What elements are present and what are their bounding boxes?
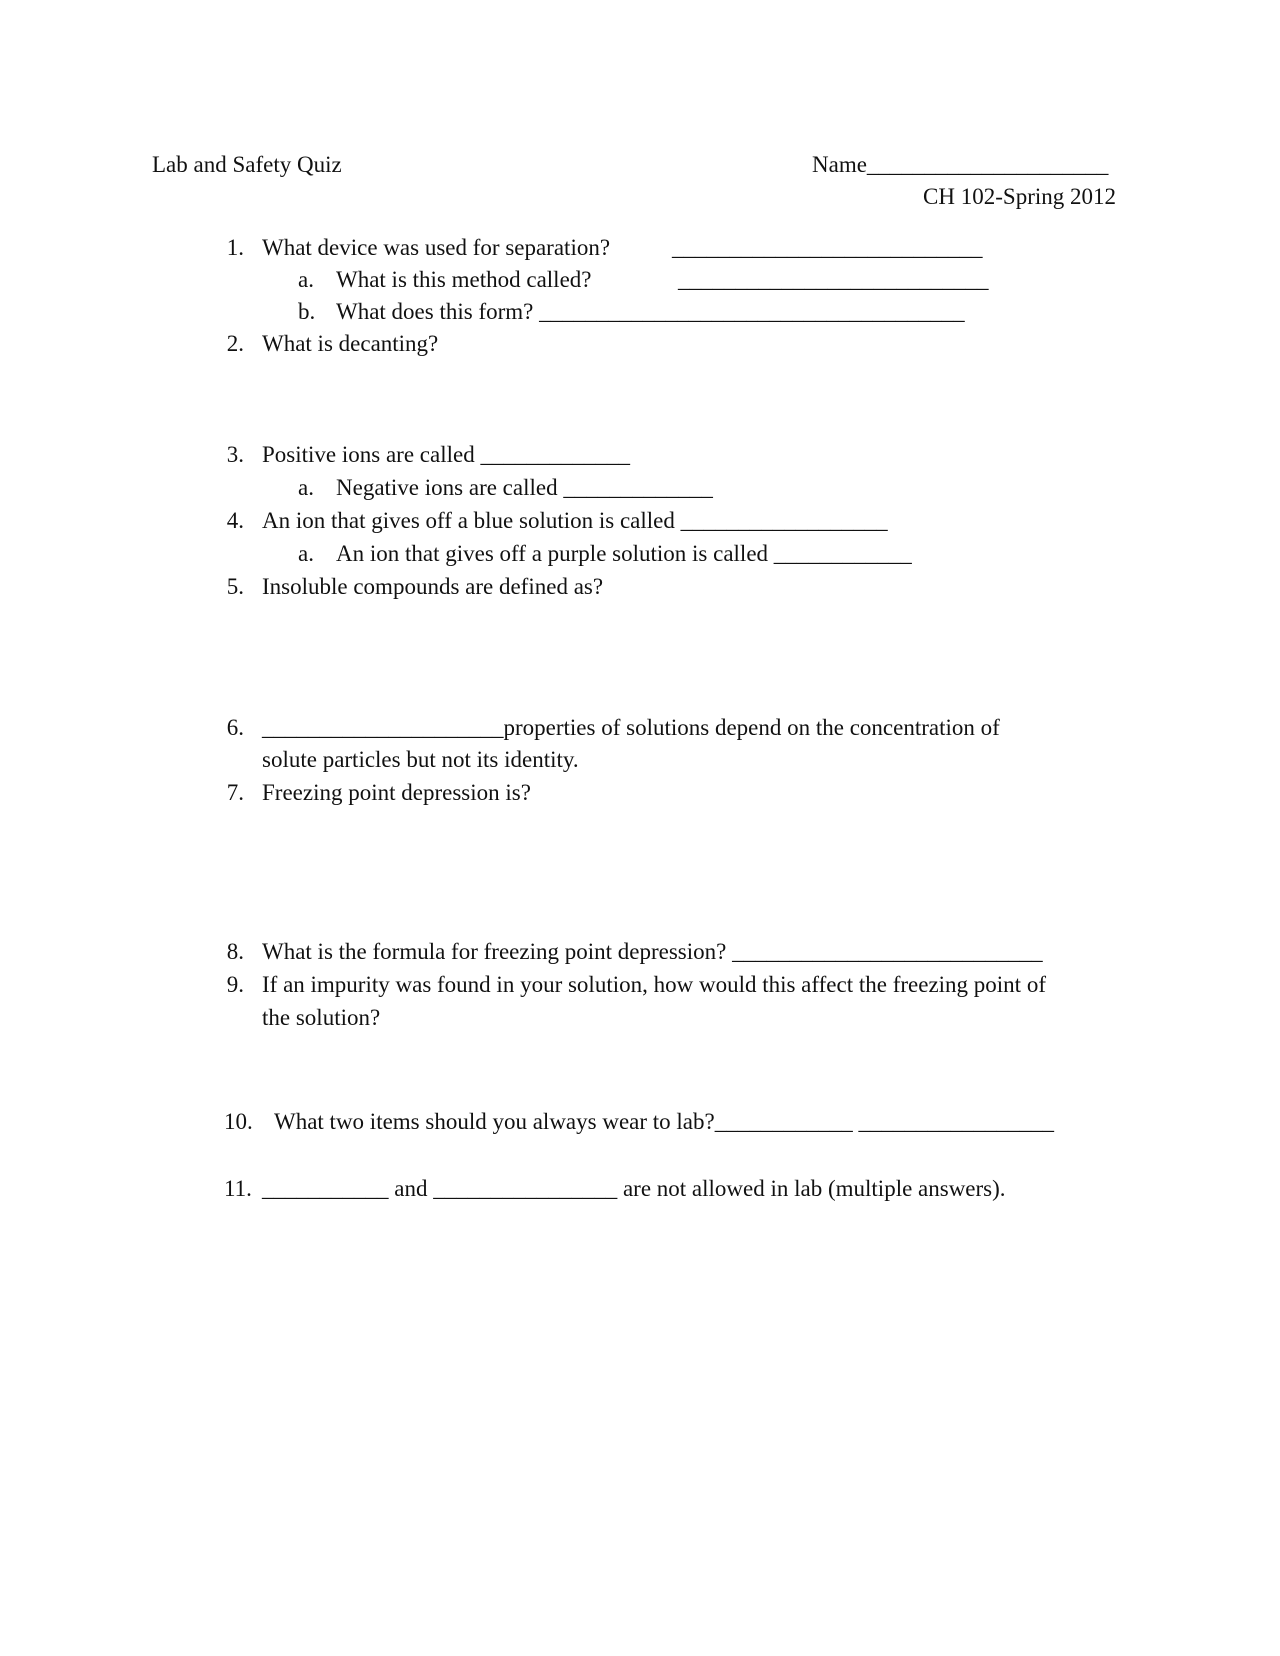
question-1b-text: What does this form? _____________________________________ [336,299,965,324]
question-10-number: 10. [224,1109,253,1134]
question-3-text: Positive ions are called _____________ [262,442,630,467]
question-1-answer-blank: ___________________________ [672,235,983,260]
course-label: CH 102-Spring 2012 [923,184,1116,209]
question-6-line-1: _____________________properties of solutions depend on the concentration of [262,715,1000,740]
question-9-number: 9. [226,972,244,997]
question-2-text: What is decanting? [262,331,439,356]
question-3a-label: a. [298,475,314,500]
question-4-text: An ion that gives off a blue solution is called __________________ [262,508,888,533]
question-1a-answer-blank: ___________________________ [678,267,989,292]
question-10-text: What two items should you always wear to lab?____________ _________________ [274,1109,1054,1134]
question-9-line-1: If an impurity was found in your solution, how would this affect the freezing point of [262,972,1046,997]
question-1b-label: b. [298,299,316,324]
question-3a-text: Negative ions are called _____________ [336,475,713,500]
question-4-number: 4. [226,508,244,533]
question-1-number: 1. [226,235,244,260]
question-11-number: 11. [224,1176,252,1201]
question-7-text: Freezing point depression is? [262,780,531,805]
question-5-text: Insoluble compounds are defined as? [262,574,604,599]
question-2-number: 2. [226,331,244,356]
question-6-number: 6. [226,715,244,740]
question-1a-label: a. [298,267,314,292]
question-9-line-2: the solution? [262,1005,381,1030]
name-field-label: Name_____________________ [812,152,1109,177]
question-1-text: What device was used for separation? [262,235,611,260]
question-6-line-2: solute particles but not its identity. [262,747,579,772]
question-8-text: What is the formula for freezing point depression? ___________________________ [262,939,1043,964]
question-7-number: 7. [226,780,244,805]
quiz-title: Lab and Safety Quiz [152,152,342,177]
question-3-number: 3. [226,442,244,467]
question-5-number: 5. [226,574,244,599]
question-4a-text: An ion that gives off a purple solution is called ____________ [336,541,912,566]
question-4a-label: a. [298,541,314,566]
question-11-text: ___________ and ________________ are not allowed in lab (multiple answers). [262,1176,1006,1201]
question-1a-text: What is this method called? [336,267,592,292]
question-8-number: 8. [226,939,244,964]
